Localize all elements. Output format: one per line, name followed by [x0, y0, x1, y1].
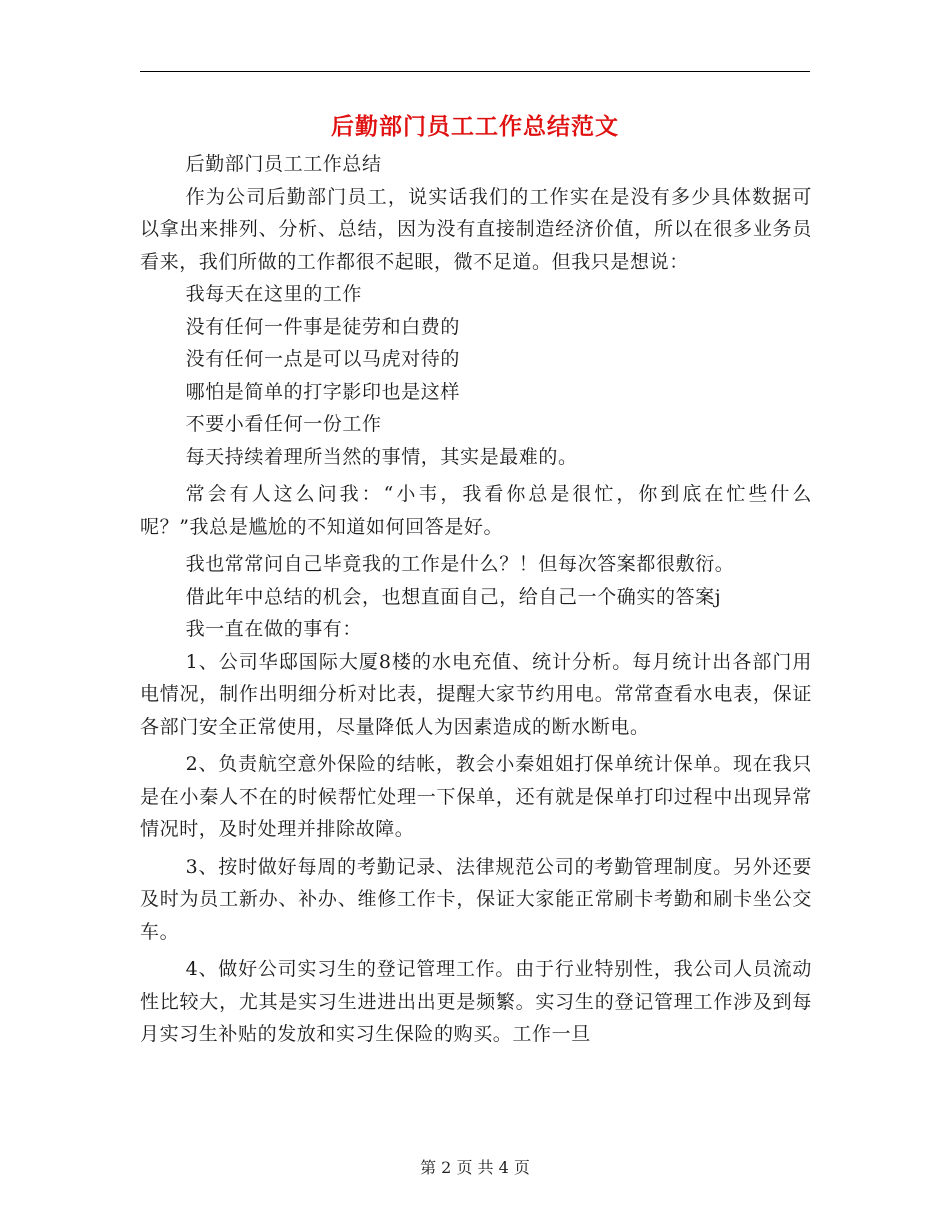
paragraph: 借此年中总结的机会，也想直面自己，给自己一个确实的答案j [185, 585, 722, 608]
paragraph: 后勤部门员工工作总结 [185, 153, 382, 175]
paragraph: 我每天在这里的工作 [185, 283, 362, 305]
page-number: 第 2 页 共 4 页 [420, 1158, 530, 1177]
paragraph: 1、公司华邸国际大厦8楼的水电充值、统计分析。每月统计出各部门用电情况，制作出明细分析对比表，提醒大家节约用电。常常查看水电表，保证各部门安全正常使用，尽量降低人为因素造成的断水断电。 [140, 650, 812, 738]
document-body [140, 148, 812, 1051]
paragraph: 哪怕是简单的打字影印也是这样 [185, 380, 460, 403]
paragraph: 作为公司后勤部门员工，说实话我们的工作实在是没有多少具体数据可以拿出来排列、分析、总结，因为没有直接制造经济价值，所以在很多业务员看来，我们所做的工作都很不起眼，微不足道。但我只是想说： [140, 185, 812, 273]
paragraph: 我也常常问自己毕竟我的工作是什么？！但每次答案都很敷衍。 [185, 553, 735, 575]
paragraph: 我一直在做的事有： [185, 618, 362, 640]
paragraph: 每天持续着理所当然的事情，其实是最难的。 [185, 445, 578, 468]
paragraph: 不要小看任何一份工作 [185, 413, 382, 435]
header-rule [140, 71, 810, 72]
paragraph: 3、按时做好每周的考勤记录、法律规范公司的考勤管理制度。另外还要及时为员工新办、补办、维修工作卡，保证大家能正常刷卡考勤和刷卡坐公交车。 [140, 855, 812, 943]
paragraph: 常会有人这么问我：“小韦，我看你总是很忙，你到底在忙些什么呢？”我总是尴尬的不知道如何回答是好。 [140, 483, 812, 538]
paragraph: 4、做好公司实习生的登记管理工作。由于行业特别性，我公司人员流动性比较大，尤其是实习生进进出出更是频繁。实习生的登记管理工作涉及到每月实习生补贴的发放和实习生保险的购买。工作一旦 [140, 958, 812, 1045]
document-title: 后勤部门员工工作总结范文 [331, 113, 619, 140]
paragraph: 没有任何一件事是徒劳和白费的 [185, 315, 460, 338]
paragraph: 2、负责航空意外保险的结帐，教会小秦姐姐打保单统计保单。现在我只是在小秦人不在的时候帮忙处理一下保单，还有就是保单打印过程中出现异常情况时，及时处理并排除故障。 [140, 753, 812, 840]
paragraph: 没有任何一点是可以马虎对待的 [185, 348, 460, 370]
